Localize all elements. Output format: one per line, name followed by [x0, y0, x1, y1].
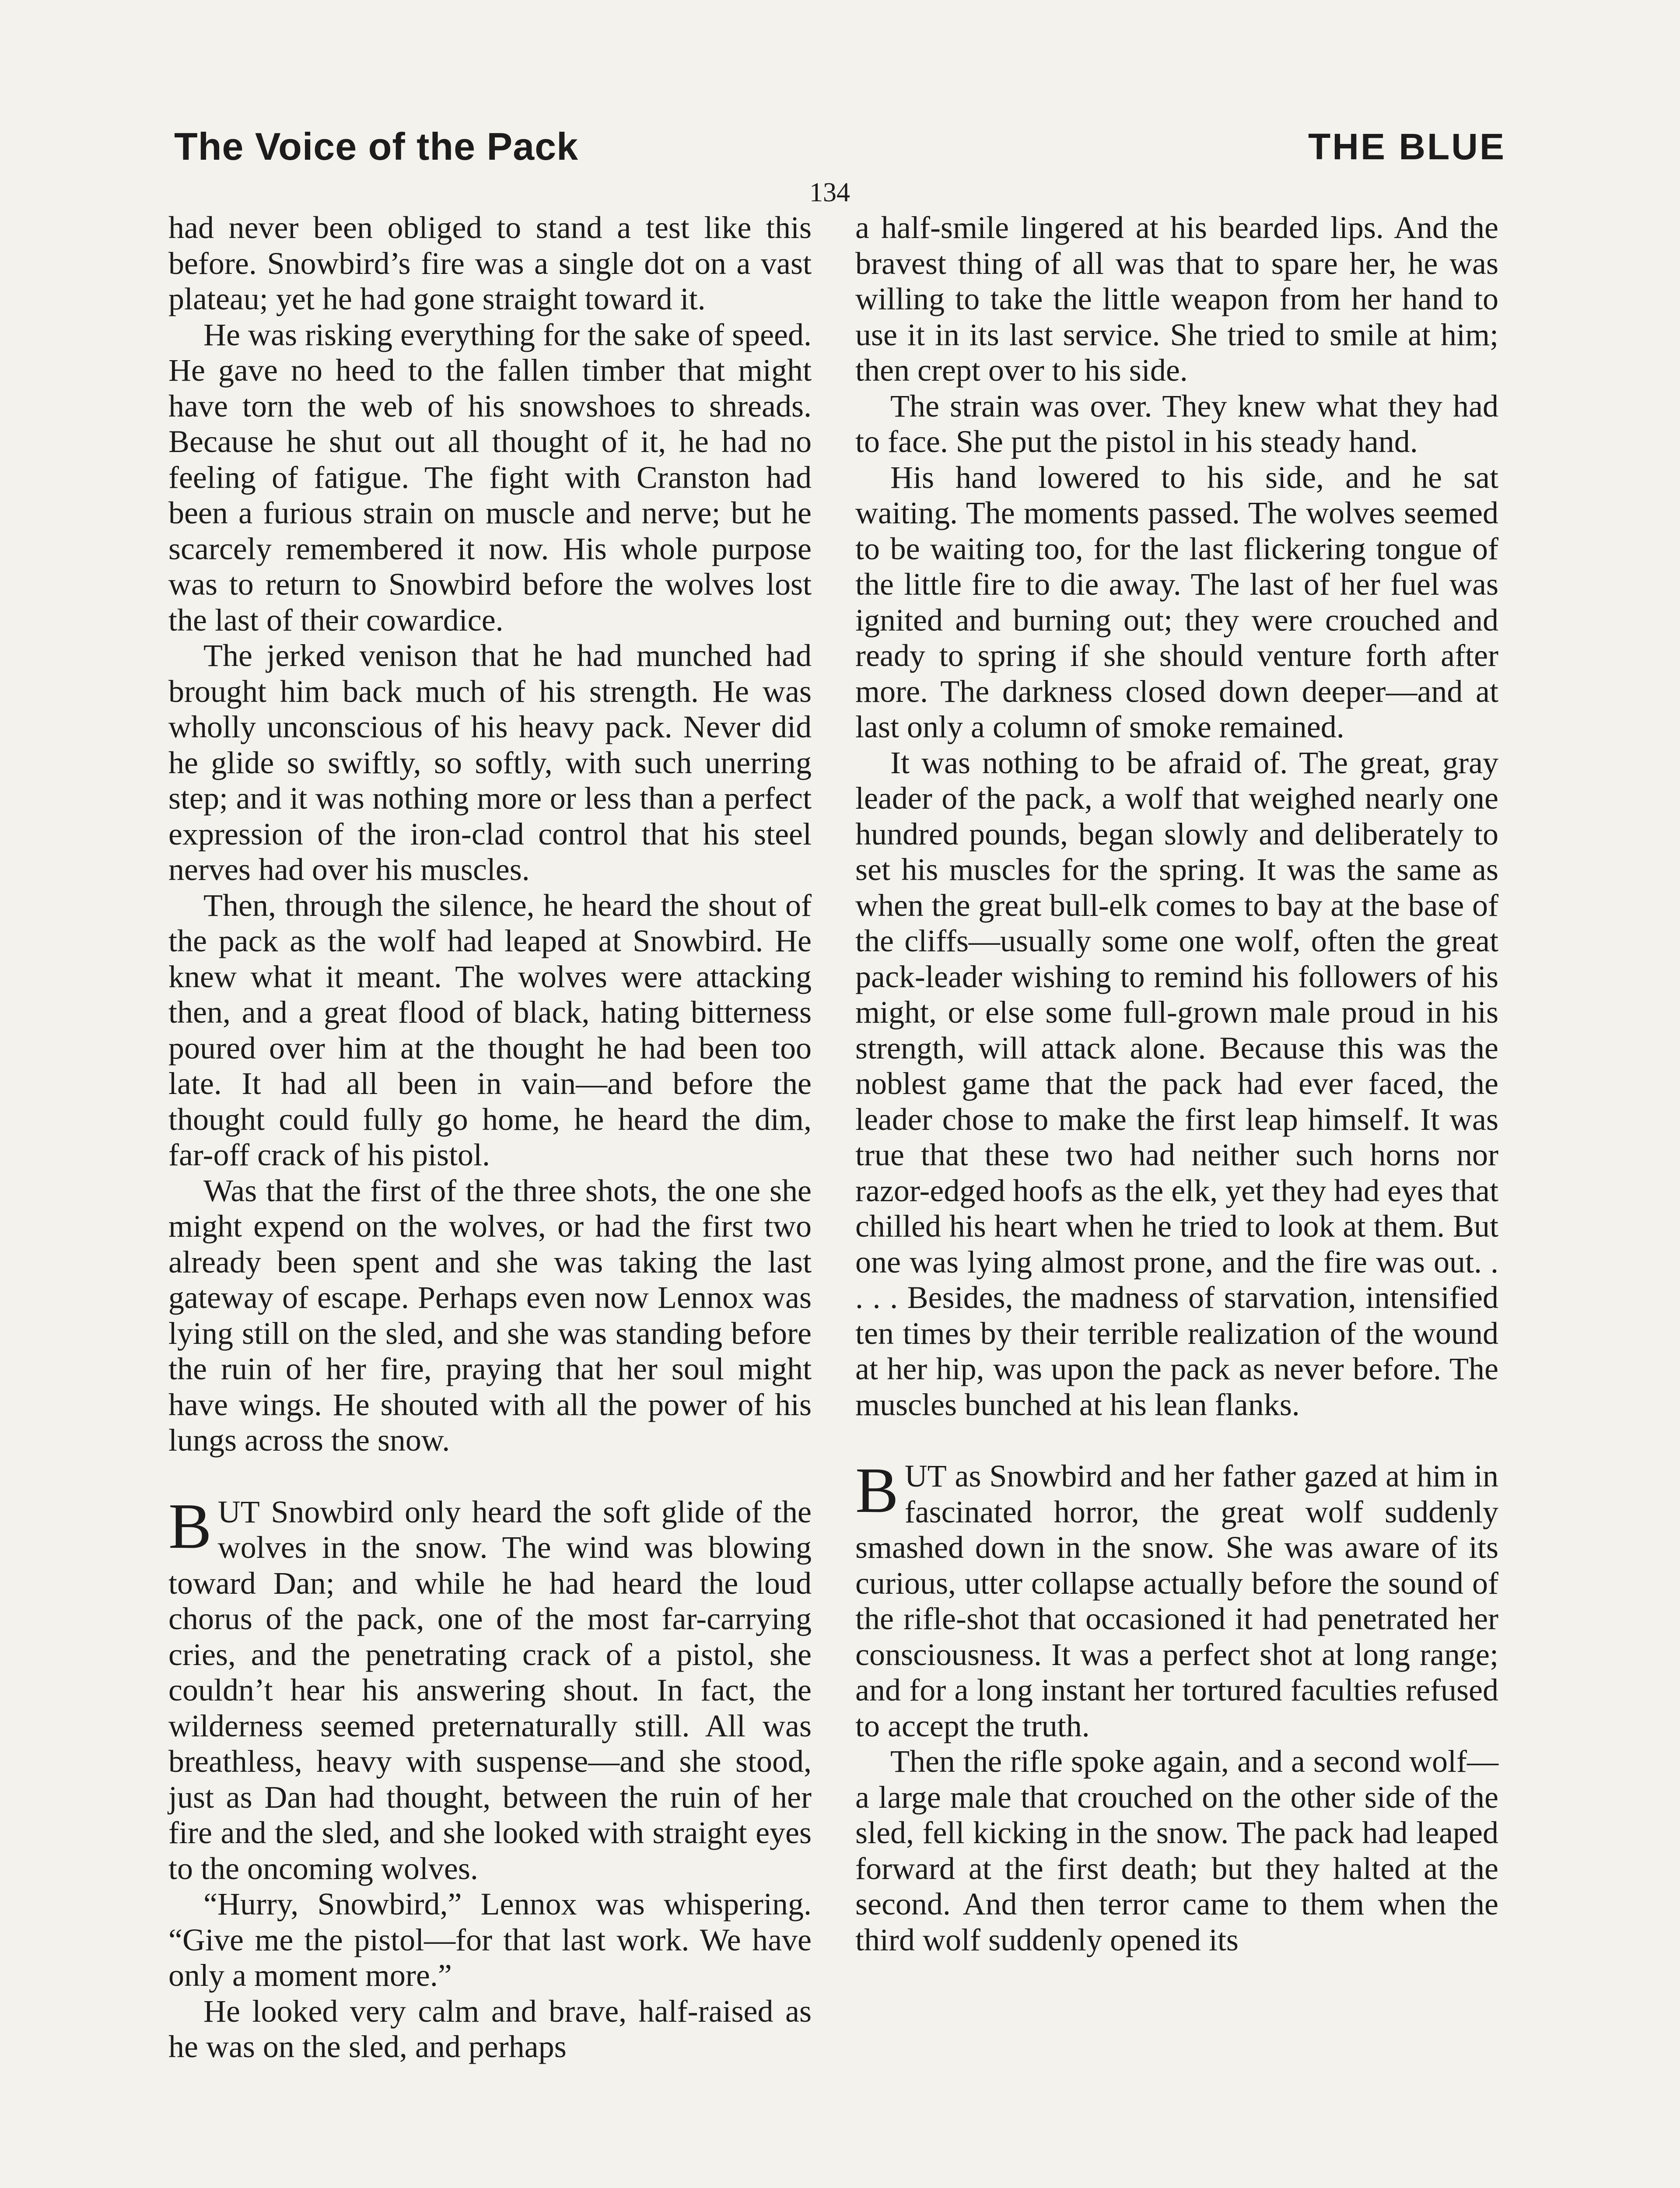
magazine-title: THE BLUE — [1308, 126, 1506, 167]
paragraph-text: as Snowbird and her father gazed at him in fascinated horror, the great wolf suddenly smashed down in the snow. She was aware of its curious, utter collapse actually before the sound of the rifle-shot that occasioned it had penetrated her consciousness. It was a perfect shot at long range; and for a long instant her tortured faculties refused to accept the truth. — [855, 1459, 1498, 1743]
small-caps-lead: UT — [904, 1459, 947, 1494]
section-break — [855, 1423, 1498, 1459]
section-break — [168, 1459, 812, 1494]
page-number: 134 — [809, 178, 850, 207]
right-column — [855, 210, 1498, 1958]
section-opening-paragraph — [168, 1490, 812, 1887]
small-caps-lead: UT — [217, 1494, 260, 1529]
paragraph: His hand lowered to his side, and he sat waiting. The moments passed. The wolves seemed to be waiting too, for the last flickering tongue of the little fire to die away. The last of her fuel was ignited and burning out; they were crouched and ready to spring if she should venture forth after more. The darkness closed down deeper—and at last only a column of smoke remained. — [855, 459, 1498, 744]
paragraph-text: Snowbird only heard the soft glide of the wolves in the snow. The wind was blowing toward Dan; and while he had heard the loud chorus of the pack, one of the most far-carrying cries, and the penetrating crack of a pistol, she couldn’t hear his answering shout. In fact, the wilderness seemed preternaturally still. All was breathless, heavy with suspense—and she stood, just as Dan had thought, between the ruin of her fire and the sled, and she looked with straight eyes to the oncoming wolves. — [168, 1494, 812, 1886]
paragraph: “Hurry, Snowbird,” Lennox was whispering. “Give me the pistol—for that last work. We have only a moment more.” — [168, 1886, 812, 1993]
drop-cap: B — [168, 1490, 212, 1562]
paragraph: The strain was over. They knew what they had to face. She put the pistol in his steady hand. — [855, 388, 1498, 459]
paragraph: The jerked venison that he had munched had brought him back much of his strength. He was wholly unconscious of his heavy pack. Never did he glide so swiftly, so softly, with such unerring step; and it was nothing more or less than a perfect expression of the iron-clad control that his steel nerves had over his muscles. — [168, 638, 812, 887]
paragraph: had never been obliged to stand a test like this before. Snowbird’s fire was a single dot on a vast plateau; yet he had gone straight toward it. — [168, 210, 812, 316]
drop-cap: B — [855, 1455, 899, 1526]
paragraph: He was risking everything for the sake of speed. He gave no heed to the fallen timber that might have torn the web of his snowshoes to shreads. Because he shut out all thought of it, he had no feeling of fatigue. The fight with Cranston had been a furious strain on muscle and nerve; but he scarcely remembered it now. His whole purpose was to return to Snowbird before the wolves lost the last of their cowardice. — [168, 317, 812, 638]
paragraph: Then, through the silence, he heard the shout of the pack as the wolf had leaped at Snowbird. He knew what it meant. The wolves were attacking then, and a great flood of black, hating bitterness poured over him at the thought he had been too late. It had all been in vain—and before the thought could fully go home, he heard the dim, far-off crack of his pistol. — [168, 887, 812, 1172]
paragraph: Then the rifle spoke again, and a second wolf—a large male that crouched on the other side of the sled, fell kicking in the snow. The pack had leaped forward at the first death; but they halted at the second. And then terror came to them when the third wolf suddenly opened its — [855, 1744, 1498, 1957]
paragraph: Was that the first of the three shots, the one she might expend on the wolves, or had the first two already been spent and she was taking the last gateway of escape. Perhaps even now Lennox was lying still on the sled, and she was standing before the ruin of her fire, praying that her soul might have wings. He shouted with all the power of his lungs across the snow. — [168, 1173, 812, 1458]
section-opening-paragraph — [855, 1455, 1498, 1744]
paragraph: a half-smile lingered at his bearded lips. And the bravest thing of all was that to spare her, he was willing to take the little weapon from her hand to use it in its last service. She tried to smile at him; then crept over to his side. — [855, 210, 1498, 388]
left-column — [168, 210, 812, 2065]
story-title: The Voice of the Pack — [174, 125, 579, 168]
paragraph: He looked very calm and brave, half-raised as he was on the sled, and perhaps — [168, 1993, 812, 2064]
paragraph: It was nothing to be afraid of. The great, gray leader of the pack, a wolf that weighed nearly one hundred pounds, began slowly and deliberately to set his muscles for the spring. It was the same as when the great bull-elk comes to bay at the base of the cliffs—usually some one wolf, often the great pack-leader wishing to remind his followers of his might, or else some full-grown male proud in his strength, will attack alone. Because this was the noblest game that the pack had ever faced, the leader chose to make the first leap himself. It was true that these two had neither such horns nor razor-edged hoofs as the elk, yet they had eyes that chilled his heart when he tried to look at them. But one was lying almost prone, and the fire was out. . . . . Besides, the madness of starvation, intensified ten times by their terrible realization of the wound at her hip, was upon the pack as never before. The muscles bunched at his lean flanks. — [855, 745, 1498, 1422]
